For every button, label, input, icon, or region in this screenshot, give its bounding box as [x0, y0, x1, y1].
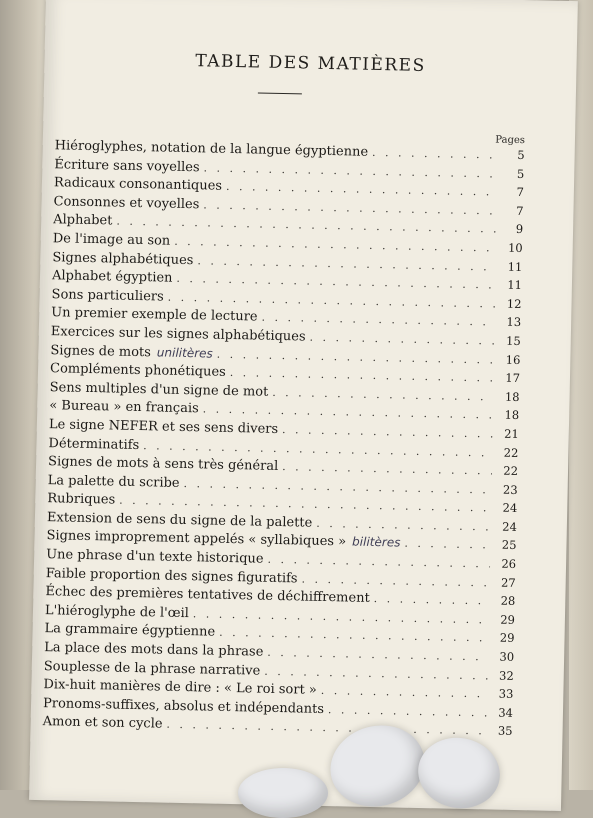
dot-leader — [309, 331, 494, 348]
toc-entry-page: 27 — [500, 575, 516, 590]
toc-entry-page: 22 — [503, 463, 519, 479]
toc-entry-title: La grammaire égyptienne — [44, 621, 216, 641]
toc-entry-page: 25 — [501, 538, 517, 553]
toc-entry-title: Dix-huit manières de dire : « Le roi sort » — [43, 677, 317, 699]
gloved-finger — [238, 768, 328, 818]
toc-entry-title: Déterminatifs — [48, 435, 140, 453]
dot-leader — [321, 684, 488, 700]
toc-entry-title: Faible proportion des signes figuratifs — [45, 565, 298, 587]
toc-entry-title: Compléments phonétiques — [49, 361, 226, 380]
toc-entry-title: Radicaux consonantiques — [53, 175, 223, 194]
toc-entry-title: Pronoms-suffixes, absolus et indépendants — [42, 695, 325, 717]
toc-entry-page: 11 — [507, 277, 523, 293]
toc-entry-page: 17 — [505, 370, 521, 386]
dot-leader — [264, 664, 488, 682]
toc-entry-page: 5 — [517, 147, 525, 163]
toc-entry-page: 7 — [516, 185, 525, 200]
toc-entry-page: 12 — [506, 296, 522, 311]
toc-entry-page: 16 — [505, 352, 521, 367]
toc-entry-title: Extension de sens du signe de la palette — [46, 510, 313, 531]
toc-entry-title: Exercices sur les signes alphabétiques — [50, 324, 306, 345]
toc-entry-page: 13 — [506, 315, 522, 330]
book-page — [29, 0, 578, 811]
toc-entry-page: 33 — [498, 686, 514, 702]
toc-entry-title: Alphabet — [53, 212, 113, 229]
dot-leader — [267, 553, 490, 571]
toc-entry-title: Échec des premières tentatives de déchiffrement — [45, 584, 370, 607]
toc-entry-title: Une phrase d'un texte historique — [46, 547, 264, 567]
toc-entry-title: Signes improprement appelés « syllabiques » — [46, 528, 347, 550]
toc-entry-page: 5 — [516, 166, 525, 181]
toc-entry-title: Souplesse de la phrase narrative — [43, 658, 261, 679]
toc-entry-page: 22 — [503, 445, 519, 460]
toc-entry-title: Signes de mots à sens très général — [47, 454, 279, 475]
toc-entry-title: Signes alphabétiques — [52, 249, 194, 268]
toc-entry-page: 18 — [504, 389, 520, 404]
toc-entry-title: Sons particuliers — [51, 286, 164, 305]
toc-entry-page: 29 — [500, 612, 516, 627]
handwritten-note: bilitères — [351, 535, 401, 551]
dot-leader — [282, 423, 493, 440]
toc-entry-title: « Bureau » en français — [49, 398, 199, 417]
title-divider — [258, 92, 302, 94]
dot-leader — [301, 572, 489, 589]
toc-entry-title: De l'image au son — [52, 231, 171, 249]
toc-entry-page: 34 — [498, 705, 514, 720]
toc-entry-page: 24 — [502, 500, 518, 516]
toc-entry-page: 23 — [502, 482, 518, 497]
dot-leader — [372, 146, 499, 162]
dot-leader — [230, 366, 494, 385]
dot-leader — [328, 703, 487, 719]
toc-entry-page: 35 — [497, 724, 513, 739]
toc-entry-title: La palette du scribe — [47, 472, 180, 491]
dot-leader — [272, 386, 494, 404]
toc-entry-title: Hiéroglyphes, notation de la langue égyptienne — [54, 138, 369, 160]
toc-entry-page: 32 — [498, 668, 514, 683]
dot-leader — [282, 460, 492, 477]
dot-leader — [267, 646, 488, 664]
toc-entry-page: 24 — [502, 519, 518, 534]
toc-entry-page: 7 — [516, 203, 524, 218]
toc-entry-page: 18 — [504, 408, 520, 423]
toc-entry-title: Sens multiples d'un signe de mot — [49, 379, 269, 400]
toc-entry-title: Signes de mots — [50, 342, 152, 360]
dot-leader — [261, 311, 495, 329]
toc-entry-title: Rubriques — [47, 491, 116, 508]
toc-entry-page: 9 — [515, 222, 524, 237]
toc-entry-title: Amon et son cycle — [42, 714, 163, 733]
toc-entry-page: 21 — [504, 426, 519, 441]
dot-leader — [316, 517, 491, 534]
page-title: TABLE DES MATIÈRES — [195, 51, 426, 76]
toc-entry-page: 10 — [507, 240, 523, 256]
dot-leader — [404, 537, 490, 552]
toc-entry-title: Le signe NEFER et ses sens divers — [48, 417, 279, 437]
pages-column-header: Pages — [495, 134, 526, 147]
toc-entry-title: La place des mots dans la phrase — [44, 640, 264, 660]
toc-entry-title: L'hiéroglyphe de l'œil — [44, 602, 190, 621]
toc-entry-title: Écriture sans voyelles — [54, 156, 200, 175]
handwritten-note: unilitères — [156, 344, 213, 361]
toc-entry-page: 15 — [505, 333, 521, 348]
table-of-contents — [42, 138, 524, 743]
toc-entry-title: Alphabet égyptien — [51, 268, 173, 286]
toc-entry-page: 11 — [507, 259, 523, 274]
toc-entry-page: 29 — [499, 631, 515, 646]
toc-entry-page: 28 — [500, 593, 516, 609]
toc-entry-title: Consonnes et voyelles — [53, 193, 200, 213]
toc-entry-page: 30 — [499, 649, 515, 664]
dot-leader — [374, 592, 490, 607]
toc-entry-page: 26 — [501, 556, 517, 572]
toc-entry-title: Un premier exemple de lecture — [51, 305, 258, 325]
